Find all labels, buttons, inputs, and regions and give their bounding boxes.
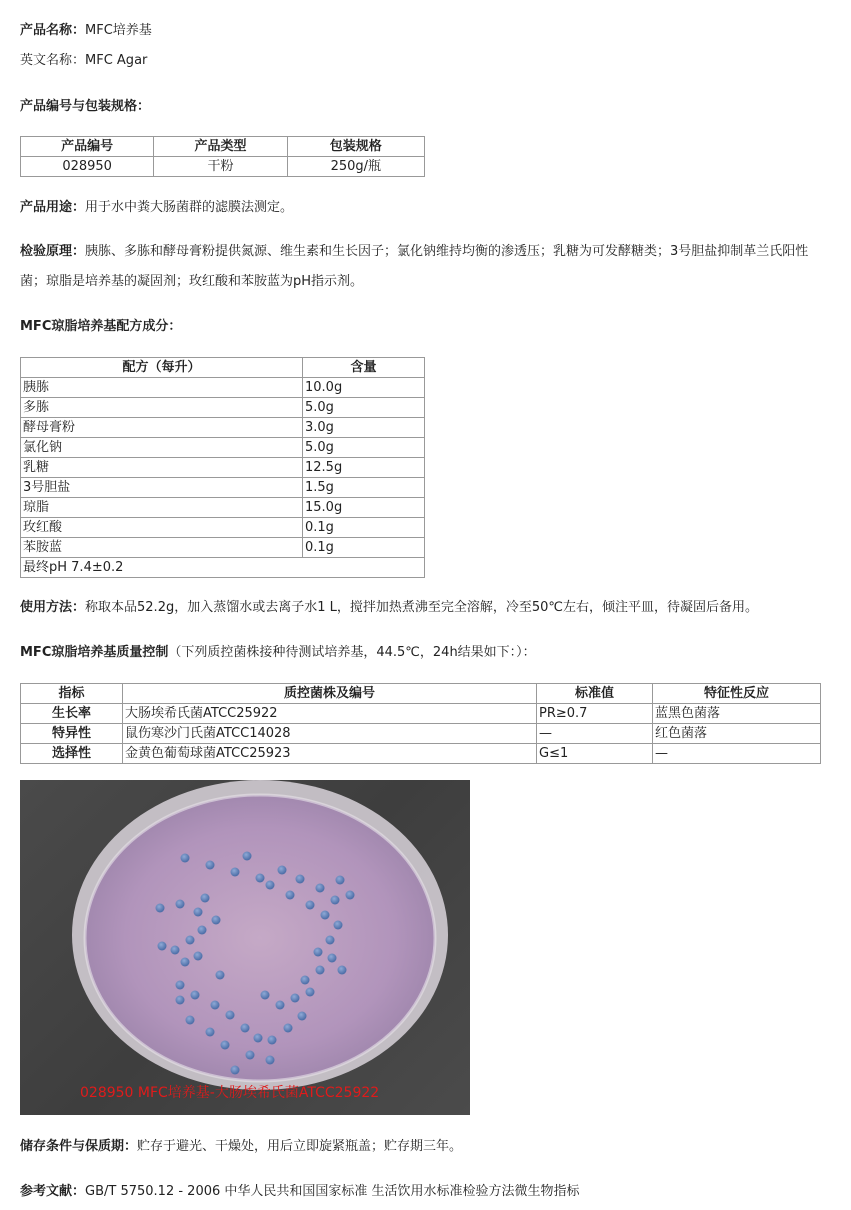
english-name-line	[20, 52, 147, 70]
petri-dish-image	[20, 780, 470, 1115]
storage-value: 贮存于避光、干燥处，用后立即旋紧瓶盖；贮存期三年。	[137, 1139, 463, 1154]
colony	[256, 874, 265, 883]
colony	[321, 911, 330, 920]
table-row	[21, 744, 821, 764]
formula-ingredient: 多胨	[21, 398, 303, 418]
colony	[284, 1024, 293, 1033]
colony	[231, 868, 240, 877]
qc-index: 生长率	[21, 704, 123, 724]
formula-amount: 0.1g	[303, 518, 425, 538]
colony	[338, 966, 347, 975]
spec-package: 250g/瓶	[287, 157, 424, 177]
qc-header-index: 指标	[21, 684, 123, 704]
method-line	[20, 599, 758, 617]
spec-type: 干粉	[154, 157, 287, 177]
table-row	[21, 498, 425, 518]
colony	[326, 936, 335, 945]
colony	[334, 921, 343, 930]
english-name-label: 英文名称：	[20, 53, 86, 68]
method-value: 称取本品52.2g，加入蒸馏水或去离子水1 L，搅拌加热煮沸至完全溶解，冷至50℃左右，倾注平皿，待凝固后备用。	[85, 600, 759, 615]
usage-line	[20, 199, 293, 217]
reference-line	[20, 1183, 580, 1201]
table-row	[21, 478, 425, 498]
colony	[331, 896, 340, 905]
colony	[186, 1016, 195, 1025]
colony	[278, 866, 287, 875]
qc-heading-bold: MFC琼脂培养基质量控制	[20, 645, 169, 660]
colony	[306, 901, 315, 910]
colony	[226, 1011, 235, 1020]
qc-standard: PR≥0.7	[537, 704, 653, 724]
colony	[268, 1036, 277, 1045]
colony	[301, 976, 310, 985]
formula-ph: 最终pH 7.4±0.2	[21, 558, 425, 578]
colony	[176, 996, 185, 1005]
formula-ingredient: 3号胆盐	[21, 478, 303, 498]
colony	[314, 948, 323, 957]
formula-amount: 0.1g	[303, 538, 425, 558]
formula-ingredient: 乳糖	[21, 458, 303, 478]
colony	[316, 884, 325, 893]
colony	[194, 952, 203, 961]
table-row	[21, 398, 425, 418]
table-row	[21, 458, 425, 478]
qc-heading	[20, 644, 536, 662]
qc-heading-rest: （下列质控菌株接种待测试培养基，44.5℃，24h结果如下：）：	[168, 645, 536, 660]
colony	[266, 881, 275, 890]
qc-reaction: 蓝黑色菌落	[653, 704, 821, 724]
colony	[346, 891, 355, 900]
formula-amount: 12.5g	[303, 458, 425, 478]
qc-header-standard: 标准值	[537, 684, 653, 704]
principle-paragraph	[20, 237, 832, 297]
formula-amount: 5.0g	[303, 438, 425, 458]
colony	[212, 916, 221, 925]
qc-header-strain: 质控菌株及编号	[123, 684, 537, 704]
product-name-label: 产品名称：	[20, 23, 86, 38]
colony	[243, 852, 252, 861]
table-row	[21, 378, 425, 398]
colony	[231, 1066, 240, 1075]
formula-heading: MFC琼脂培养基配方成分：	[20, 319, 182, 334]
formula-table	[20, 357, 425, 578]
product-name-line	[20, 22, 152, 40]
formula-amount: 10.0g	[303, 378, 425, 398]
qc-reaction: —	[653, 744, 821, 764]
table-row	[21, 724, 821, 744]
formula-ingredient: 氯化钠	[21, 438, 303, 458]
method-label: 使用方法：	[20, 600, 86, 615]
colony	[261, 991, 270, 1000]
qc-header-reaction: 特征性反应	[653, 684, 821, 704]
formula-header-amount: 含量	[303, 358, 425, 378]
colony	[206, 861, 215, 870]
principle-label: 检验原理：	[20, 244, 86, 259]
table-row	[21, 704, 821, 724]
formula-ingredient: 苯胺蓝	[21, 538, 303, 558]
colony	[298, 1012, 307, 1021]
colony	[181, 958, 190, 967]
spec-code: 028950	[21, 157, 154, 177]
colony	[291, 994, 300, 1003]
colony	[158, 942, 167, 951]
qc-reaction: 红色菌落	[653, 724, 821, 744]
table-row	[21, 157, 425, 177]
table-row	[21, 418, 425, 438]
colony	[286, 891, 295, 900]
formula-ingredient: 琼脂	[21, 498, 303, 518]
usage-value: 用于水中粪大肠菌群的滤膜法测定。	[85, 200, 294, 215]
formula-ingredient: 酵母膏粉	[21, 418, 303, 438]
colony	[246, 1051, 255, 1060]
colony	[176, 981, 185, 990]
reference-value: GB/T 5750.12 - 2006 中华人民共和国国家标准 生活饮用水标准检验方法微生物指标	[85, 1184, 580, 1199]
formula-amount: 5.0g	[303, 398, 425, 418]
english-name-value: MFC Agar	[85, 53, 148, 68]
spec-heading: 产品编号与包装规格：	[20, 99, 151, 114]
qc-strain: 金黄色葡萄球菌ATCC25923	[123, 744, 537, 764]
colony	[306, 988, 315, 997]
colony	[191, 991, 200, 1000]
formula-header-ingredient: 配方（每升）	[21, 358, 303, 378]
table-row	[21, 538, 425, 558]
qc-index: 特异性	[21, 724, 123, 744]
colony	[336, 876, 345, 885]
table-row	[21, 518, 425, 538]
petri-dish-photo	[20, 780, 470, 1115]
formula-amount: 3.0g	[303, 418, 425, 438]
colony	[206, 1028, 215, 1037]
product-name-value: MFC培养基	[85, 23, 152, 38]
colony	[181, 854, 190, 863]
table-row	[21, 438, 425, 458]
colony	[201, 894, 210, 903]
spec-header-type: 产品类型	[154, 137, 287, 157]
spec-header-package: 包装规格	[287, 137, 424, 157]
storage-label: 储存条件与保质期：	[20, 1139, 138, 1154]
colony	[211, 1001, 220, 1010]
reference-label: 参考文献：	[20, 1184, 86, 1199]
qc-strain: 鼠伤寒沙门氏菌ATCC14028	[123, 724, 537, 744]
photo-caption: 028950 MFC培养基-大肠埃希氏菌ATCC25922	[80, 1085, 380, 1101]
colony	[176, 900, 185, 909]
colony	[186, 936, 195, 945]
storage-line	[20, 1138, 462, 1156]
colony	[156, 904, 165, 913]
qc-index: 选择性	[21, 744, 123, 764]
colony	[328, 954, 337, 963]
colony	[198, 926, 207, 935]
colony	[296, 875, 305, 884]
qc-table	[20, 683, 821, 764]
qc-standard: —	[537, 724, 653, 744]
spec-header-code: 产品编号	[21, 137, 154, 157]
formula-ingredient: 玫红酸	[21, 518, 303, 538]
colony	[266, 1056, 275, 1065]
formula-amount: 1.5g	[303, 478, 425, 498]
colony	[216, 971, 225, 980]
usage-label: 产品用途：	[20, 200, 86, 215]
colony	[171, 946, 180, 955]
principle-value: 胰胨、多胨和酵母膏粉提供氮源、维生素和生长因子；氯化钠维持均衡的渗透压；乳糖为可发酵糖类；3号胆盐抑制革兰氏阳性菌；琼脂是培养基的凝固剂；玫红酸和苯胺蓝为pH指示剂。	[20, 244, 809, 289]
formula-amount: 15.0g	[303, 498, 425, 518]
spec-table	[20, 136, 425, 177]
colony	[316, 966, 325, 975]
formula-ingredient: 胰胨	[21, 378, 303, 398]
colony	[221, 1041, 230, 1050]
qc-standard: G≤1	[537, 744, 653, 764]
colony	[276, 1001, 285, 1010]
colony	[194, 908, 203, 917]
colony	[241, 1024, 250, 1033]
qc-strain: 大肠埃希氏菌ATCC25922	[123, 704, 537, 724]
colony	[254, 1034, 263, 1043]
